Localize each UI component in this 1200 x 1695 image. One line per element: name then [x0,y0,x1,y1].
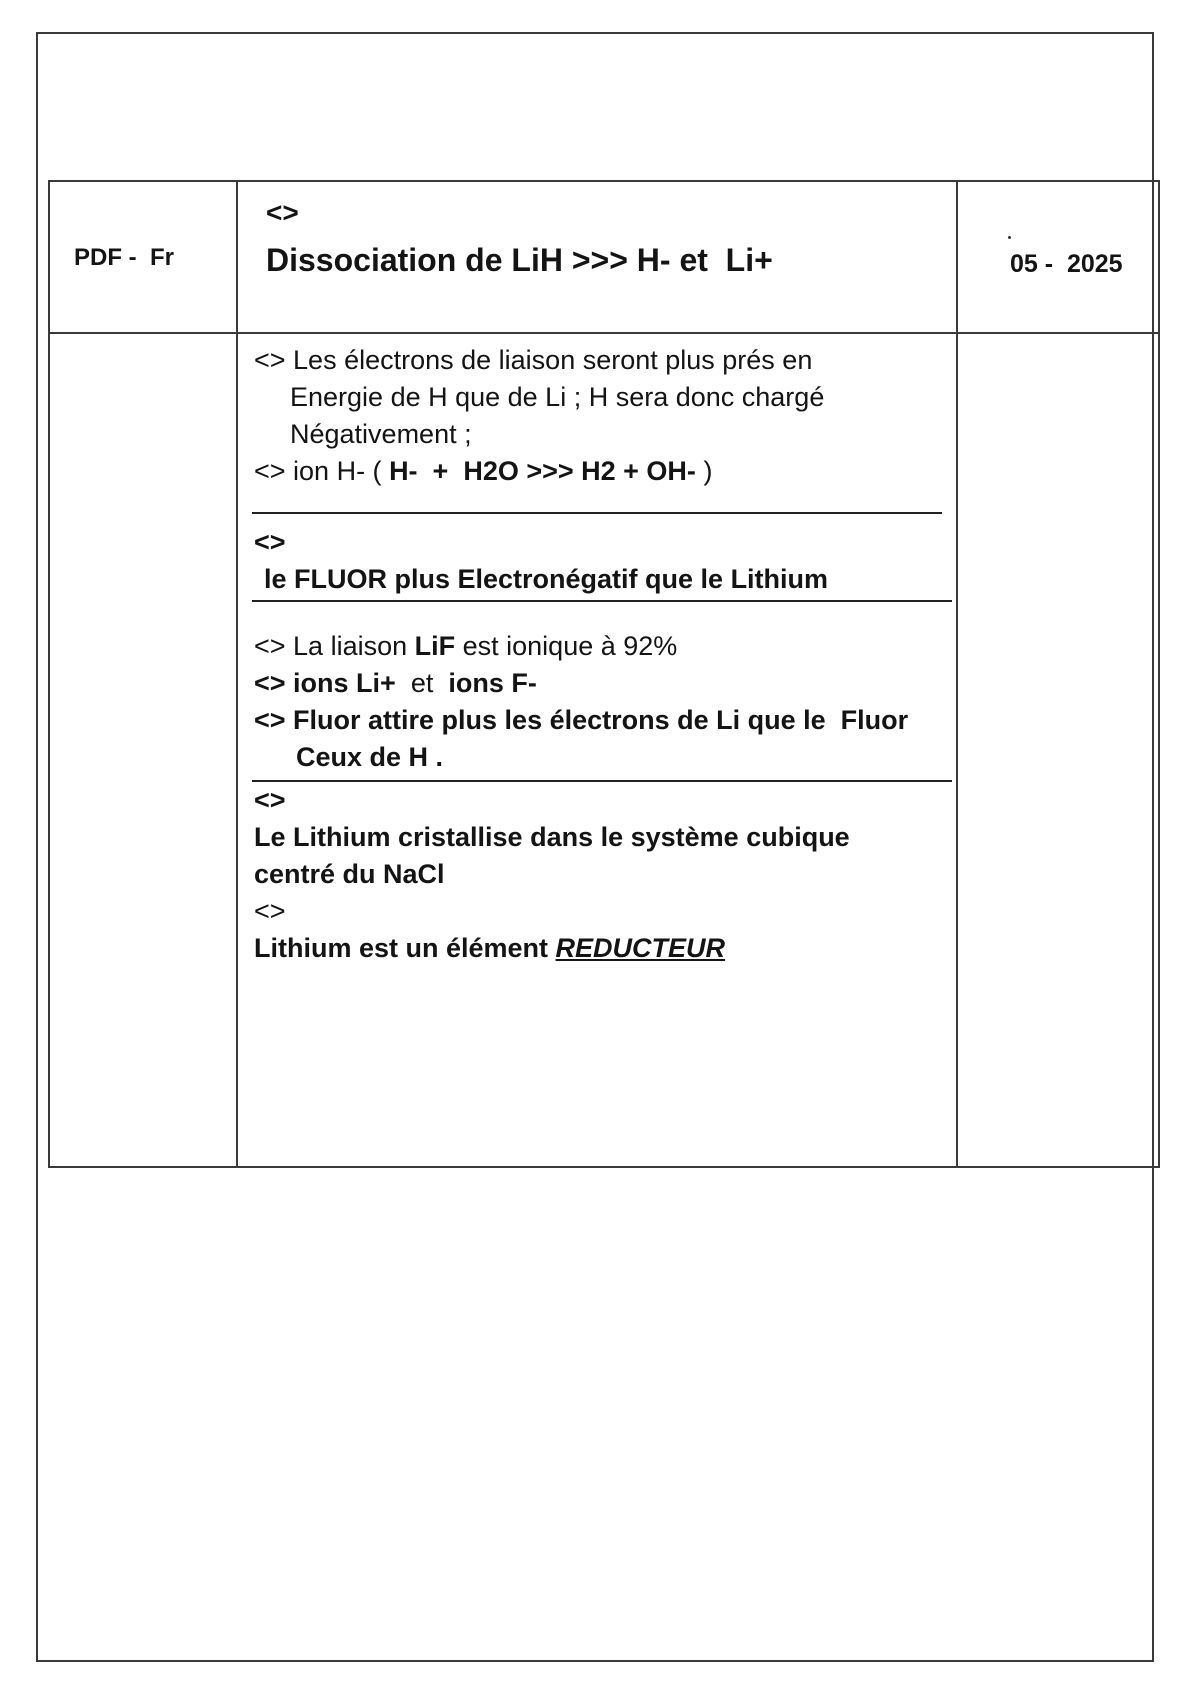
text-fragment: et [395,668,449,698]
compound-name: LiF [414,631,456,661]
header-marker: <> [266,197,299,228]
text-fragment: <> La liaison [254,631,415,661]
reaction-equation: H- + H2O >>> H2 + OH- [389,456,696,486]
section-marker: <> [254,785,286,815]
section-lif [254,628,944,776]
text-line: centré du NaCl [254,859,445,889]
section-heading: le FLUOR plus Electronégatif que le Lithium [264,564,829,594]
header-divider [50,332,1158,334]
emphasized-word: REDUCTEUR [555,933,726,963]
ion-label: ions F- [448,668,537,698]
column-divider-right [956,182,958,1166]
column-divider-left [236,182,238,1166]
text-fragment: ) [695,456,713,486]
text-line: Le Lithium cristallise dans le système cubique [254,822,850,852]
text-line: Ceux de H . [296,742,444,772]
ion-label: ions Li+ [293,668,396,698]
text-line: Négativement ; [290,419,472,449]
section-marker: <> [254,527,286,557]
text-line: <> Les électrons de liaison seront plus prés en [254,345,813,375]
text-fragment: Lithium est un élément [254,933,556,963]
document-table [48,180,1160,1168]
header-main [266,196,773,282]
text-line [254,628,944,665]
text-line: <> Fluor attire plus les électrons de Li que le Fluor [254,705,909,735]
scan-speck [1008,236,1011,239]
text-line: Energie de H que de Li ; H sera donc chargé [290,382,825,412]
document-date: 05 - 2025 [1010,250,1123,278]
document-body [254,340,944,967]
section-lithium [254,782,944,967]
text-fragment: <> [254,668,294,698]
text-line [254,930,944,967]
text-fragment: <> ion H- ( [254,456,390,486]
section-fluor [254,524,944,598]
format-label: PDF - Fr [74,244,174,271]
text-line [254,665,944,702]
section-marker: <> [254,896,286,926]
text-fragment: est ionique à 92% [455,631,678,661]
page-title: Dissociation de LiH >>> H- et Li+ [266,242,773,278]
reaction-line [254,453,944,490]
section-electrons [254,342,944,490]
